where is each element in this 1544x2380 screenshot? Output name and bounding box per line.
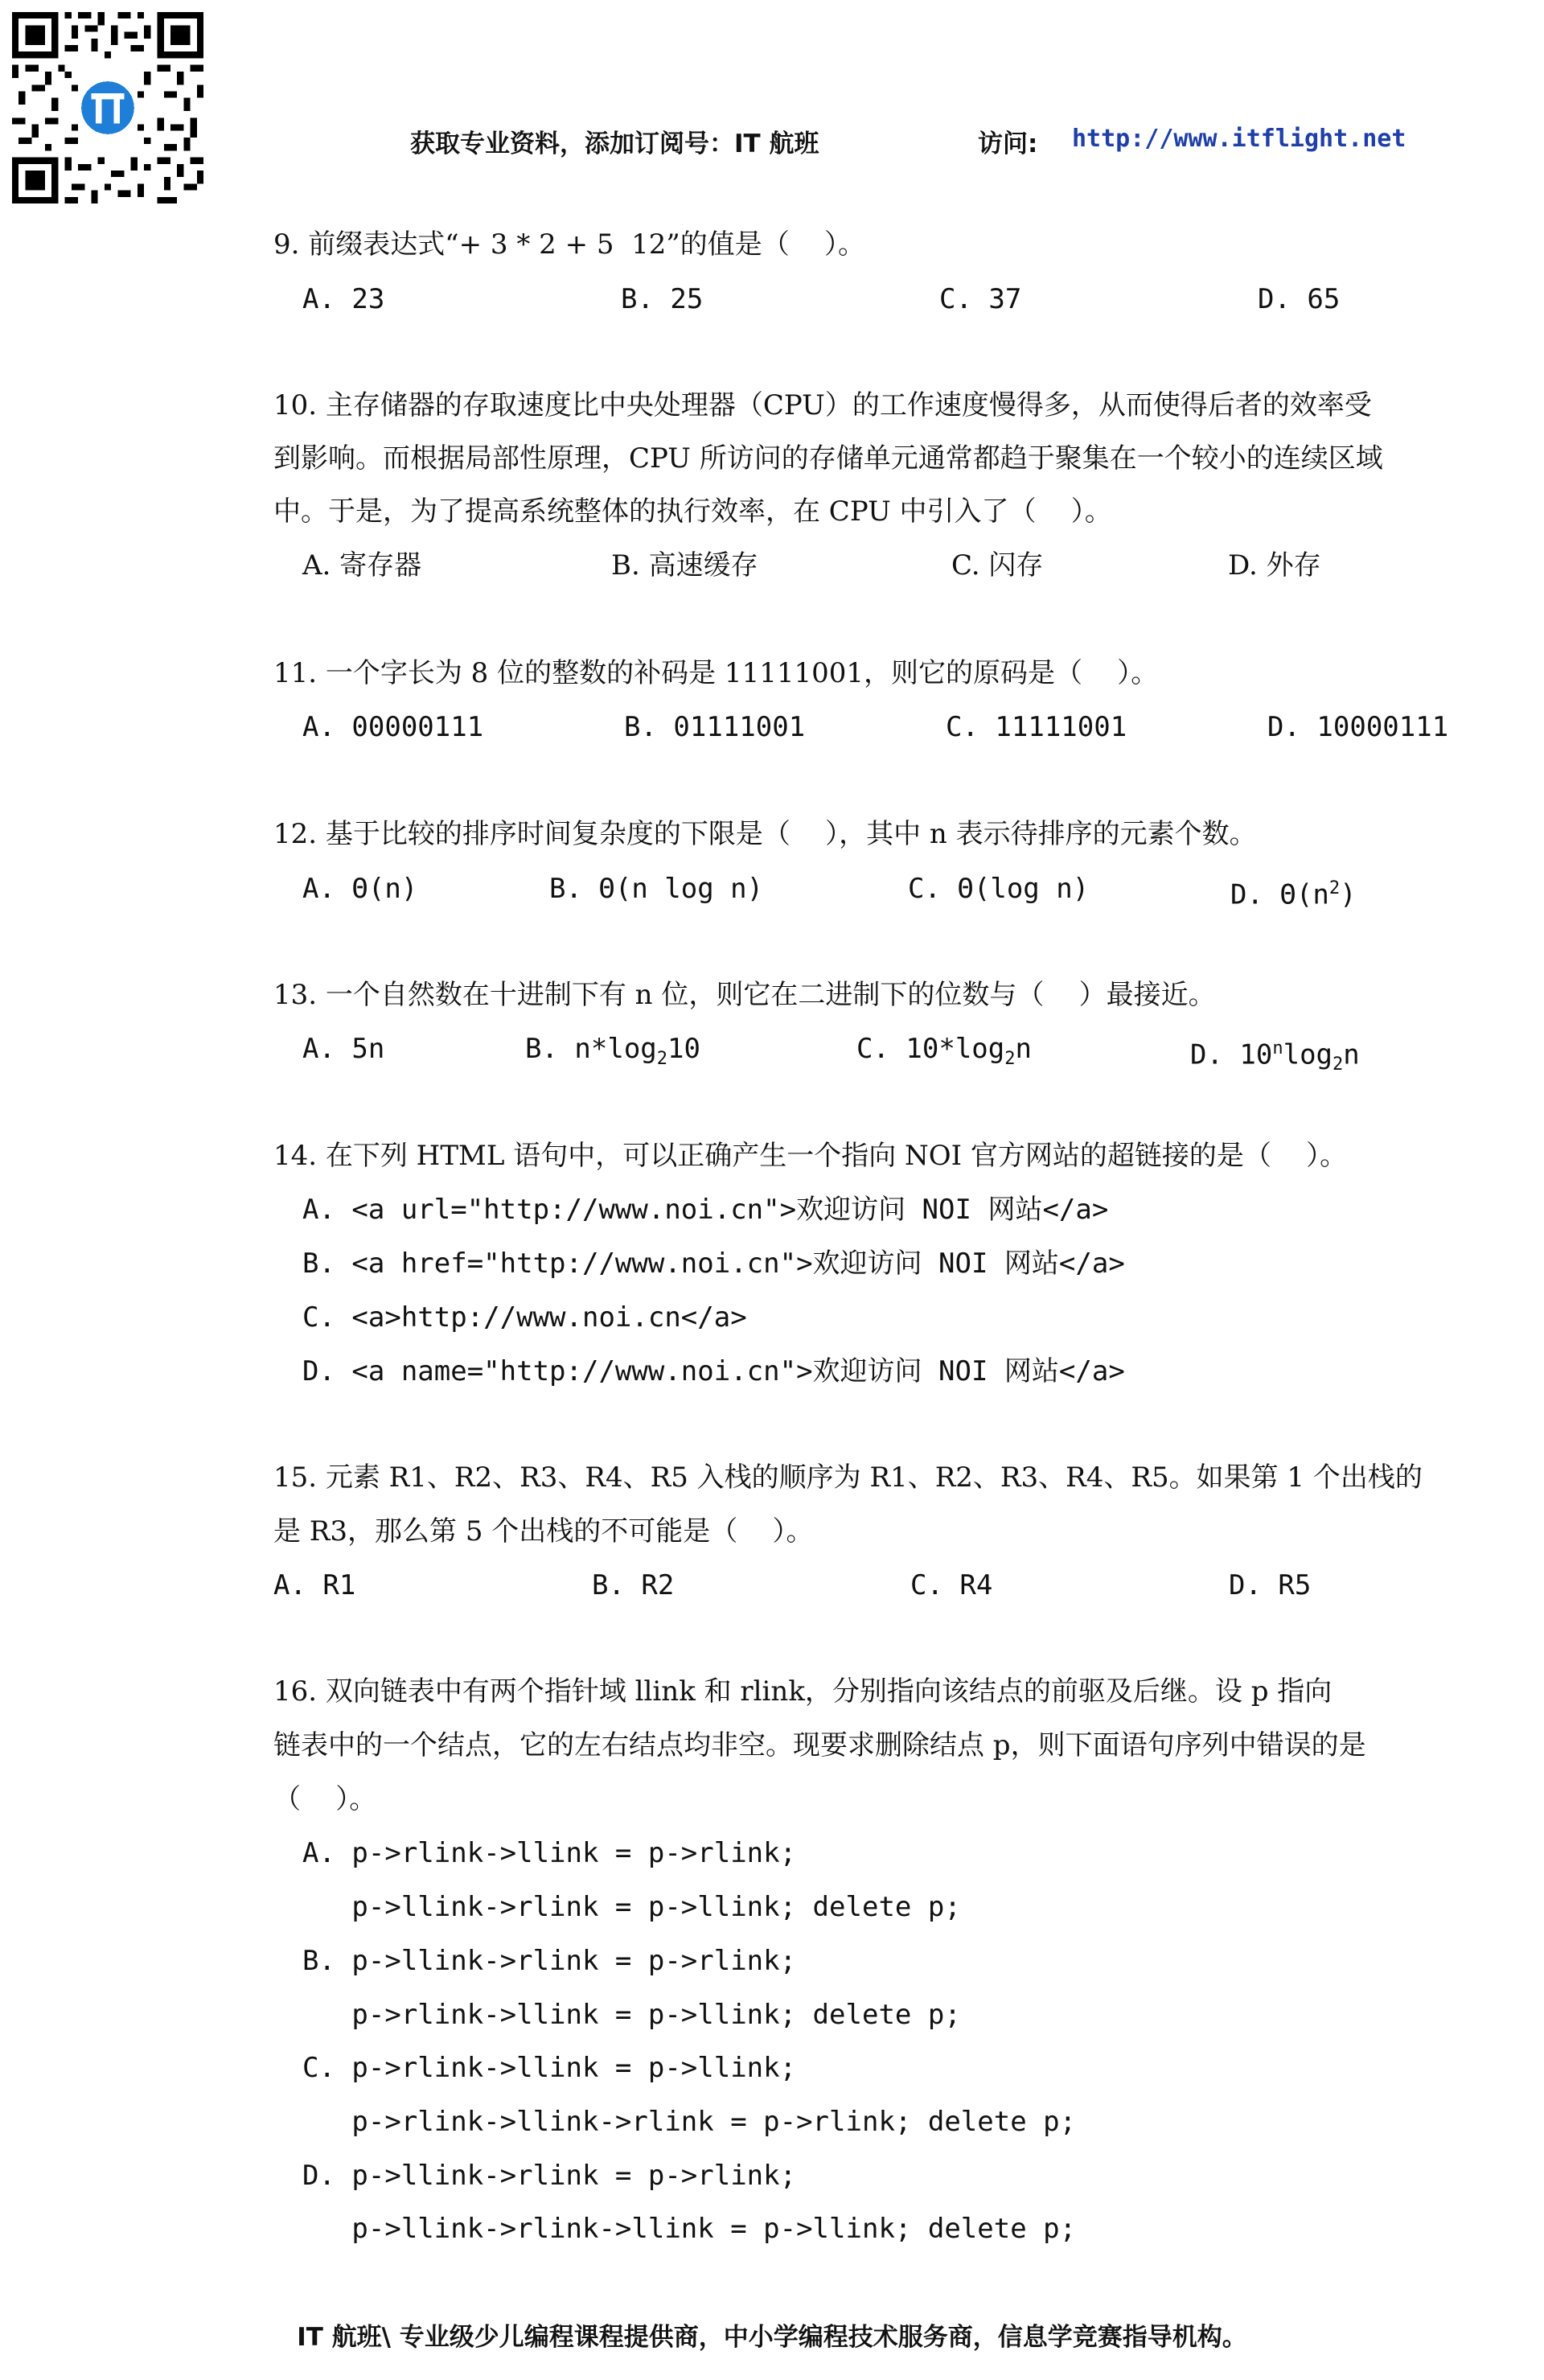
q9-stem: 9. 前缀表达式“+ 3 * 2 + 5 12”的值是（ ）。 <box>273 228 866 261</box>
q16-option-a-line-2: p->llink->rlink = p->llink; delete p; <box>302 1891 961 1923</box>
q16-option-c-line-2: p->rlink->llink->rlink = p->rlink; delete p; <box>302 2106 1077 2138</box>
q16-option-d-line-2: p->llink->rlink->llink = p->llink; delete p; <box>302 2213 1077 2245</box>
q10-option-d: D. 外存 <box>1228 549 1321 582</box>
q11-option-c: C. 11111001 <box>946 711 1127 743</box>
q15-option-c: C. R4 <box>910 1569 993 1601</box>
q12-option-b: B. Θ(n log n) <box>549 873 764 905</box>
q14-option-a: A. <a url="http://www.noi.cn">欢迎访问 NOI 网站</a> <box>302 1194 1109 1226</box>
q10-stem-line-1: 10. 主存储器的存取速度比中央处理器（CPU）的工作速度慢得多，从而使得后者的效率受 <box>273 389 1372 421</box>
q16-stem-line-2: 链表中的一个结点，它的左右结点均非空。现要求删除结点 p，则下面语句序列中错误的是 <box>273 1729 1366 1761</box>
q12-stem: 12. 基于比较的排序时间复杂度的下限是（ ），其中 n 表示待排序的元素个数。 <box>273 818 1257 850</box>
header-url-link[interactable]: http://www.itflight.net <box>1072 125 1406 153</box>
q13-stem: 13. 一个自然数在十进制下有 n 位，则它在二进制下的位数与（ ）最接近。 <box>273 979 1216 1011</box>
q13-option-b: B. $n*\log_210$ <box>525 1033 700 1069</box>
page-header <box>0 123 1544 163</box>
q15-option-b: B. R2 <box>592 1569 675 1601</box>
q11-option-b: B. 01111001 <box>624 711 806 743</box>
q15-option-a: A. R1 <box>273 1569 356 1601</box>
q15-stem-line-2: 是 R3，那么第 5 个出栈的不可能是（ ）。 <box>273 1515 814 1548</box>
q11-option-d: D. 10000111 <box>1267 711 1449 743</box>
q13-option-a: A. 5n <box>302 1033 385 1065</box>
q9-option-d: D. 65 <box>1258 283 1341 315</box>
q14-option-b: B. <a href="http://www.noi.cn">欢迎访问 NOI 网站</a> <box>302 1248 1125 1280</box>
header-tagline: 获取专业资料，添加订阅号：IT 航班 <box>410 129 819 158</box>
q14-option-c: C. <a>http://www.noi.cn</a> <box>302 1301 747 1334</box>
q11-option-a: A. 00000111 <box>302 711 484 743</box>
q9-option-a: A. 23 <box>302 283 385 315</box>
q10-option-b: B. 高速缓存 <box>611 549 758 582</box>
q12-option-a: A. Θ(n) <box>302 873 418 905</box>
q13-option-d: D. $10^n\log_2n$ <box>1190 1038 1360 1075</box>
q10-option-c: C. 闪存 <box>951 549 1044 582</box>
q12-option-c: C. Θ(log n) <box>908 873 1090 905</box>
q16-option-c-line-1: C. p->rlink->llink = p->llink; <box>302 2052 797 2084</box>
q14-option-d: D. <a name="http://www.noi.cn">欢迎访问 NOI 网站</a> <box>302 1355 1125 1387</box>
q16-option-d-line-1: D. p->llink->rlink = p->rlink; <box>302 2160 797 2192</box>
q9-option-c: C. 37 <box>939 283 1022 315</box>
q10-option-a: A. 寄存器 <box>302 549 422 582</box>
q16-stem-line-1: 16. 双向链表中有两个指针域 llink 和 rlink，分别指向该结点的前驱及后继。设 p 指向 <box>273 1675 1333 1708</box>
header-visit-label: 访问: <box>978 129 1038 158</box>
q16-option-b-line-1: B. p->llink->rlink = p->rlink; <box>302 1945 797 1977</box>
qr-code-image <box>12 12 203 203</box>
q11-stem: 11. 一个字长为 8 位的整数的补码是 11111001，则它的原码是（ ）。 <box>273 657 1159 689</box>
q14-stem: 14. 在下列 HTML 语句中，可以正确产生一个指向 NOI 官方网站的超链接的是（ ）。 <box>273 1140 1348 1172</box>
q10-stem-line-3: 中。于是，为了提高系统整体的执行效率，在 CPU 中引入了（ ）。 <box>273 495 1112 528</box>
q15-option-d: D. R5 <box>1229 1569 1312 1601</box>
q12-option-d: D. $\Theta(n^2)$ <box>1230 878 1357 911</box>
page-footer: IT 航班\ 专业级少儿编程课程提供商，中小学编程技术服务商，信息学竞赛指导机构。 <box>297 2323 1247 2352</box>
q16-option-a-line-1: A. p->rlink->llink = p->rlink; <box>302 1837 797 1869</box>
q16-stem-line-3: （ ）。 <box>273 1783 377 1815</box>
q16-option-b-line-2: p->rlink->llink = p->llink; delete p; <box>302 1999 961 2031</box>
q10-stem-line-2: 到影响。而根据局部性原理，CPU 所访问的存储单元通常都趋于聚集在一个较小的连续区域 <box>273 442 1383 475</box>
q15-stem-line-1: 15. 元素 R1、R2、R3、R4、R5 入栈的顺序为 R1、R2、R3、R4、R5。如果第 1 个出栈的 <box>273 1461 1423 1494</box>
q9-option-b: B. 25 <box>621 283 704 315</box>
q13-option-c: C. $10*\log_2n$ <box>856 1033 1032 1069</box>
